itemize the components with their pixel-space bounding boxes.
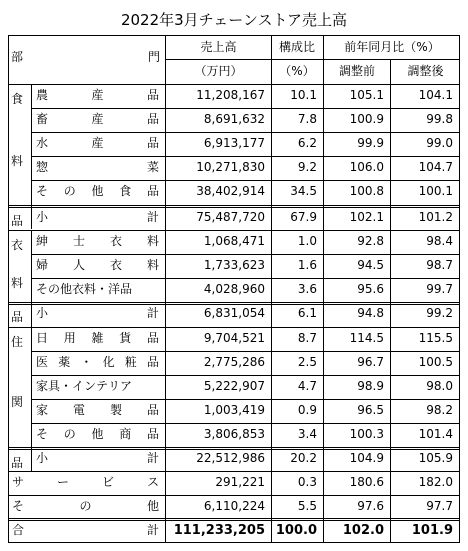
cell-ratio-furniture-interior: 4.7 [297,379,317,393]
cell-sales-food-subtotal: 75,487,720 [196,210,265,224]
cell-after-other-clothing: 99.7 [426,282,453,296]
cell-after-agri: 104.1 [418,88,453,102]
cell-before-livestock: 100.9 [349,112,384,126]
cell-after-food-subtotal: 101.2 [418,210,453,224]
cell-after-service: 182.0 [418,475,453,489]
row-label-char: 菜 [146,160,159,174]
cell-ratio-living-subtotal: 20.2 [290,451,317,465]
row-label-char: 小 [36,306,49,320]
row-label-char: 品 [146,88,159,102]
row-divider [8,447,460,450]
cell-sales-living-subtotal: 22,512,986 [196,451,265,465]
header-yoy: 前年同月比（%） [344,40,440,54]
cell-before-marine: 99.9 [357,136,384,150]
cell-after-grand-total: 101.9 [411,523,453,538]
cell-after-living-subtotal: 105.9 [418,451,453,465]
group-living-mid: 関 [11,395,24,409]
row-label-char: の [79,499,92,513]
cell-after-other-food: 100.1 [418,184,453,198]
border-bottom [8,542,460,543]
border-top [8,35,460,36]
header-sales-unit: （万円） [194,64,243,78]
row-label-char: 粧 [124,355,137,369]
row-label-other-food [32,181,165,205]
cell-ratio-clothing-subtotal: 6.1 [297,306,317,320]
cell-before-home-appliances: 96.5 [357,403,384,417]
row-label-char: 品 [146,427,159,441]
row-label-char: ビ [101,475,114,489]
cell-ratio-mens-clothing: 1.0 [297,234,317,248]
cell-sales-womens-clothing: 1,733,623 [203,258,265,272]
cell-before-agri: 105.1 [349,88,384,102]
row-label-char: 品 [146,355,159,369]
row-label-medicine-cosmetics [32,352,165,376]
row-divider [32,375,460,376]
row-label-char: 紳 [36,234,49,248]
cell-sales-livestock: 8,691,632 [203,112,265,126]
row-label-char: 医 [36,355,49,369]
row-label-char: 品 [146,184,159,198]
cell-before-deli: 106.0 [349,160,384,174]
col-divider-living [31,328,32,472]
cell-after-other: 97.7 [426,499,453,513]
row-label-char: 計 [146,523,159,537]
row-label-char: 合 [12,523,25,537]
cell-after-deli: 104.7 [418,160,453,174]
row-label-agri [32,85,165,109]
row-label-char: 家具・インテリア [36,379,133,393]
row-label-furniture-interior [32,376,165,400]
group-clothing-bottom: 品 [11,310,24,324]
cell-after-other-goods: 101.4 [418,427,453,441]
cell-ratio-food-subtotal: 67.9 [290,210,317,224]
cell-after-womens-clothing: 98.7 [426,258,453,272]
header-yoy-before: 調整前 [338,64,375,78]
cell-sales-clothing-subtotal: 6,831,054 [203,306,265,320]
col-divider-sales [271,35,272,543]
cell-ratio-service: 0.3 [297,475,317,489]
row-label-womens-clothing [32,255,165,279]
cell-ratio-livestock: 7.8 [297,112,317,126]
row-label-char: そ [12,499,25,513]
cell-sales-other: 6,110,224 [203,499,265,513]
cell-before-womens-clothing: 94.5 [357,258,384,272]
group-food-top: 食 [11,92,24,106]
row-label-char: 計 [146,451,159,465]
row-label-char: 食 [119,184,132,198]
row-divider [8,471,460,472]
cell-before-living-subtotal: 104.9 [349,451,384,465]
header-dept-right: 門 [148,50,161,64]
cell-ratio-other-goods: 3.4 [297,427,317,441]
cell-before-daily-goods: 114.5 [349,331,384,345]
cell-ratio-grand-total: 100.0 [275,523,317,538]
row-label-char: 商 [119,427,132,441]
cell-ratio-home-appliances: 0.9 [297,403,317,417]
cell-sales-furniture-interior: 5,222,907 [203,379,265,393]
cell-before-other-goods: 100.3 [349,427,384,441]
row-label-char: 品 [146,136,159,150]
cell-sales-other-goods: 3,806,853 [203,427,265,441]
cell-ratio-womens-clothing: 1.6 [297,258,317,272]
cell-sales-grand-total: 111,233,205 [173,523,265,538]
row-divider [8,84,460,85]
row-label-char: 婦 [36,258,49,272]
row-label-char: 品 [146,403,159,417]
row-label-char: 他 [91,184,104,198]
cell-after-furniture-interior: 98.0 [426,379,453,393]
col-divider-dept [165,35,166,543]
header-ratio: 構成比 [278,40,315,54]
cell-sales-marine: 6,913,177 [203,136,265,150]
row-label-char: 製 [109,403,122,417]
cell-ratio-other-clothing: 3.6 [297,282,317,296]
cell-ratio-agri: 10.1 [290,88,317,102]
row-label-char: 衣 [109,258,122,272]
row-divider [32,278,460,279]
row-divider [32,254,460,255]
row-label-char: 料 [146,234,159,248]
header-divider [165,59,460,60]
row-divider [32,180,460,181]
row-label-char: 人 [72,258,85,272]
cell-after-marine: 99.0 [426,136,453,150]
border-right [459,35,460,543]
header-dept-left: 部 [11,50,24,64]
header-sales: 売上高 [200,40,237,54]
cell-before-other: 97.6 [357,499,384,513]
cell-sales-deli: 10,271,830 [196,160,265,174]
row-divider [32,132,460,133]
cell-before-service: 180.6 [349,475,384,489]
row-label-char: 惣 [36,160,49,174]
row-divider [8,518,460,521]
row-label-clothing-subtotal [32,303,165,327]
row-label-char: の [63,184,76,198]
row-label-living-subtotal [32,448,165,472]
cell-sales-mens-clothing: 1,068,471 [203,234,265,248]
cell-ratio-medicine-cosmetics: 2.5 [297,355,317,369]
cell-after-livestock: 99.8 [426,112,453,126]
row-label-home-appliances [32,400,165,424]
row-divider [32,423,460,424]
row-label-char: 他 [91,427,104,441]
row-label-char: サ [12,475,25,489]
row-label-char: 小 [36,210,49,224]
row-label-char: 貨 [119,331,132,345]
row-divider [8,230,460,231]
cell-ratio-other-food: 34.5 [290,184,317,198]
cell-before-other-food: 100.8 [349,184,384,198]
row-label-char: ー [56,475,69,489]
cell-before-food-subtotal: 102.1 [349,210,384,224]
row-label-char: 産 [91,136,104,150]
cell-after-clothing-subtotal: 99.2 [426,306,453,320]
row-label-daily-goods [32,328,165,352]
cell-before-other-clothing: 95.6 [357,282,384,296]
row-label-other-clothing [32,279,165,303]
row-label-livestock [32,109,165,133]
cell-sales-home-appliances: 1,003,419 [203,403,265,417]
cell-sales-service: 291,221 [215,475,265,489]
col-divider-ratio [323,35,324,543]
row-label-char: 畜 [36,112,49,126]
row-label-char: 料 [146,258,159,272]
cell-before-furniture-interior: 98.9 [357,379,384,393]
row-divider [8,302,460,305]
row-label-food-subtotal [32,207,165,231]
row-label-char: 農 [36,88,49,102]
row-label-char: 他 [146,499,159,513]
cell-ratio-other: 5.5 [297,499,317,513]
cell-before-medicine-cosmetics: 96.7 [357,355,384,369]
row-label-char: 薬 [58,355,71,369]
cell-ratio-daily-goods: 8.7 [297,331,317,345]
group-clothing-mid: 料 [11,276,24,290]
row-label-char: 品 [146,112,159,126]
cell-after-home-appliances: 98.2 [426,403,453,417]
row-label-char: 品 [146,331,159,345]
cell-sales-daily-goods: 9,704,521 [203,331,265,345]
table-title: 2022年3月チェーンストア売上高 [120,11,348,29]
row-label-char: 産 [91,112,104,126]
group-clothing-top: 衣 [11,238,24,252]
row-label-char: 家 [36,403,49,417]
row-label-deli [32,157,165,181]
row-divider [32,156,460,157]
row-divider [8,205,460,208]
cell-before-clothing-subtotal: 94.8 [357,306,384,320]
row-label-char: 水 [36,136,49,150]
row-label-char: そ [36,184,49,198]
row-label-char: 用 [63,331,76,345]
row-label-char: 計 [146,210,159,224]
row-label-char: ・ [80,355,93,369]
cell-sales-other-clothing: 4,028,960 [203,282,265,296]
row-label-char: の [63,427,76,441]
cell-sales-medicine-cosmetics: 2,775,286 [203,355,265,369]
cell-ratio-deli: 9.2 [297,160,317,174]
row-divider [8,327,460,328]
row-label-char: 産 [91,88,104,102]
row-label-char: そ [36,427,49,441]
border-left [8,35,9,543]
header-ratio-unit: （%） [279,64,315,78]
group-living-bottom: 品 [11,456,24,470]
cell-sales-agri: 11,208,167 [196,88,265,102]
cell-before-mens-clothing: 92.8 [357,234,384,248]
row-divider [32,351,460,352]
row-divider [32,108,460,109]
row-label-char: その他衣料・洋品 [36,282,133,296]
row-label-char: 雑 [91,331,104,345]
row-divider [32,399,460,400]
sales-table [8,35,460,543]
row-divider [8,495,460,496]
row-label-char: 衣 [109,234,122,248]
cell-after-mens-clothing: 98.4 [426,234,453,248]
row-label-char: 電 [72,403,85,417]
row-label-char: 化 [102,355,115,369]
row-label-char: 計 [146,306,159,320]
row-label-char: 士 [72,234,85,248]
row-label-marine [32,133,165,157]
group-food-mid: 料 [11,154,24,168]
cell-ratio-marine: 6.2 [297,136,317,150]
group-living-top: 住 [11,335,24,349]
cell-after-medicine-cosmetics: 100.5 [418,355,453,369]
cell-sales-other-food: 38,402,914 [196,184,265,198]
header-yoy-after: 調整後 [407,64,444,78]
row-label-char: ス [146,475,159,489]
cell-after-daily-goods: 115.5 [418,331,453,345]
row-label-char: 小 [36,451,49,465]
row-label-other-goods [32,424,165,448]
row-label-mens-clothing [32,231,165,255]
col-divider-clothing [31,231,32,327]
row-label-grand-total [8,520,165,544]
cell-before-grand-total: 102.0 [342,523,384,538]
row-label-service [8,472,165,496]
row-label-char: 日 [36,331,49,345]
group-food-bottom: 品 [11,214,24,228]
row-label-other [8,496,165,520]
